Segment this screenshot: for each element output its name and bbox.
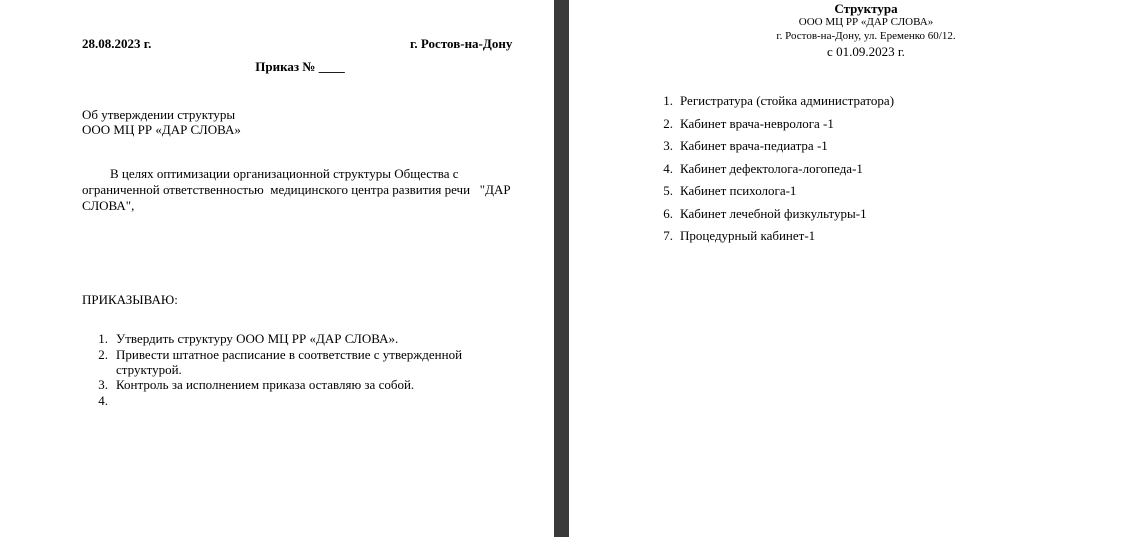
structure-address: г. Ростов-на-Дону, ул. Еременко 60/12.	[776, 30, 956, 42]
order-item-number: 2.	[98, 347, 108, 362]
order-item-number: 3.	[98, 377, 108, 392]
order-page	[0, 0, 554, 537]
order-subject-line-2: ООО МЦ РР «ДАР СЛОВА»	[82, 122, 241, 137]
structure-item-number: 2.	[663, 116, 673, 131]
order-title: Приказ № ____	[255, 59, 345, 74]
structure-item-number: 1.	[663, 93, 673, 108]
order-item-text: Привести штатное расписание в соответствие с утвержденной	[116, 347, 463, 362]
structure-item-text: Кабинет врача-педиатра -1	[680, 138, 828, 153]
structure-item-text: Процедурный кабинет-1	[680, 228, 816, 243]
order-item-text-continued: структурой.	[116, 362, 182, 377]
structure-item-text: Кабинет лечебной физкультуры-1	[680, 206, 867, 221]
structure-effective-date: с 01.09.2023 г.	[827, 44, 905, 59]
order-preamble-line-3: СЛОВА",	[82, 198, 135, 213]
structure-item-text: Кабинет врача-невролога -1	[680, 116, 834, 131]
order-subject-line-1: Об утверждении структуры	[82, 107, 236, 122]
structure-org: ООО МЦ РР «ДАР СЛОВА»	[798, 16, 934, 28]
structure-item-text: Кабинет дефектолога-логопеда-1	[680, 161, 863, 176]
structure-page	[569, 0, 1123, 537]
structure-item-number: 5.	[663, 183, 673, 198]
structure-item-number: 6.	[663, 206, 673, 221]
order-command: ПРИКАЗЫВАЮ:	[82, 292, 178, 307]
structure-item-number: 4.	[663, 161, 673, 176]
order-date: 28.08.2023 г.	[82, 36, 152, 51]
structure-item-text: Регистратура (стойка администратора)	[680, 93, 895, 108]
order-preamble-line-2: ограниченной ответственностью медицинского центра развития речи "ДАР	[82, 182, 511, 197]
order-item-number: 1.	[98, 331, 108, 346]
structure-title: Структура	[834, 1, 898, 16]
structure-item-number: 7.	[663, 228, 673, 243]
order-preamble-line-1: В целях оптимизации организационной структуры Общества с	[110, 166, 459, 181]
structure-item-text: Кабинет психолога-1	[680, 183, 797, 198]
order-city: г. Ростов-на-Дону	[410, 36, 513, 51]
order-item-number: 4.	[98, 393, 108, 408]
structure-item-number: 3.	[663, 138, 673, 153]
order-item-text: Утвердить структуру ООО МЦ РР «ДАР СЛОВА».	[116, 331, 399, 346]
order-item-text: Контроль за исполнением приказа оставляю за собой.	[116, 377, 415, 392]
